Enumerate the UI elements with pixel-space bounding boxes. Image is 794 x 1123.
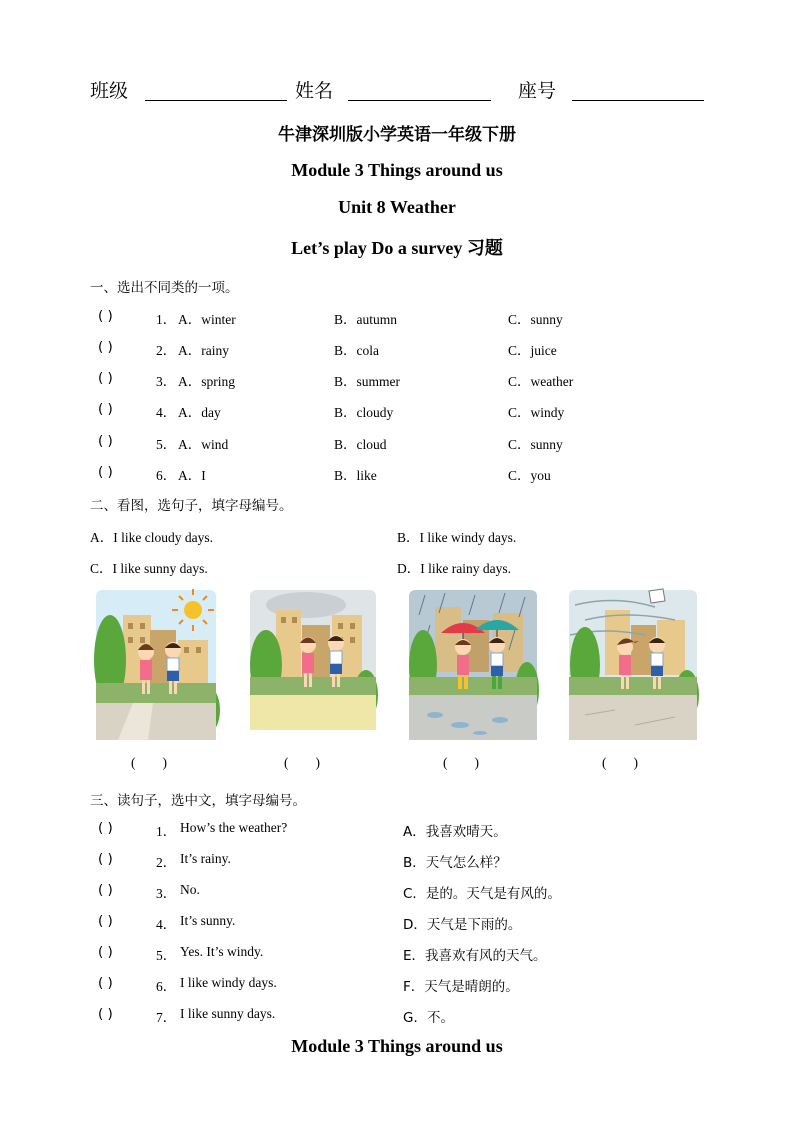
option-a: A．wind [178,437,229,452]
answer-blank[interactable]: ( ) [98,308,113,324]
item-number: 6． [156,979,177,994]
option-c: C．sunny [508,437,563,452]
chinese-option: E．我喜欢有风的天气。 [403,948,547,964]
chinese-option: C．是的。天气是有风的。 [403,886,561,902]
item-number: 5． [156,437,177,452]
chinese-option: B．天气怎么样？ [403,855,507,871]
picture-answer-blank[interactable]: ( ) [602,755,638,770]
answer-blank[interactable]: ( ) [98,1006,113,1022]
answer-blank[interactable]: ( ) [98,464,113,480]
rainy-scene-icon [405,585,539,745]
answer-blank[interactable]: ( ) [98,401,113,417]
list-item [0,401,794,421]
option-c: C．you [508,468,551,483]
sentence-option-a: A．I like cloudy days. [90,530,213,545]
answer-blank[interactable]: ( ) [98,339,113,355]
answer-blank[interactable]: ( ) [98,913,113,929]
sunny-scene-icon [88,585,222,745]
english-sentence: Yes. It’s windy. [180,944,264,959]
sentence-option-d: D．I like rainy days. [397,561,511,576]
book-title: 牛津深圳版小学英语一年级下册 [278,125,516,145]
item-number: 6． [156,468,177,483]
item-number: 1． [156,312,177,327]
seat-field[interactable] [572,100,704,101]
sentence-option-c: C．I like sunny days. [90,561,208,576]
english-sentence: How’s the weather? [180,820,288,835]
option-c: C．weather [508,374,574,389]
name-field[interactable] [348,100,491,101]
unit-title: Unit 8 Weather [338,197,456,217]
item-number: 2． [156,855,177,870]
section1-heading: 一、选出不同类的一项。 [90,280,239,296]
class-field[interactable] [145,100,287,101]
picture-answer-blank[interactable]: ( ) [284,755,320,770]
item-number: 5． [156,948,177,963]
chinese-option: A．我喜欢晴天。 [403,824,507,840]
item-number: 3． [156,374,177,389]
list-item [0,370,794,390]
item-number: 3． [156,886,177,901]
list-item [0,820,794,840]
option-c: C．windy [508,405,565,420]
list-item [0,433,794,453]
option-c: C．sunny [508,312,563,327]
english-sentence: It’s rainy. [180,851,231,866]
option-b: B．autumn [334,312,397,327]
list-item [0,975,794,995]
seat-label: 座号 [518,80,557,102]
chinese-option: G．不。 [403,1010,454,1026]
item-number: 1． [156,824,177,839]
picture-answer-blank[interactable]: ( ) [443,755,479,770]
list-item [0,944,794,964]
section3-heading: 三、读句子，选中文，填字母编号。 [90,793,306,809]
option-a: A．day [178,405,221,420]
answer-blank[interactable]: ( ) [98,975,113,991]
item-number: 4． [156,917,177,932]
option-c: C．juice [508,343,557,358]
answer-blank[interactable]: ( ) [98,820,113,836]
list-item [0,339,794,359]
name-label: 姓名 [295,80,334,102]
class-label: 班级 [90,80,129,102]
option-a: A．I [178,468,206,483]
option-b: B．summer [334,374,400,389]
list-item [0,464,794,484]
section2-heading: 二、看图，选句子，填字母编号。 [90,498,293,514]
answer-blank[interactable]: ( ) [98,851,113,867]
list-item [0,308,794,328]
option-b: B．cola [334,343,379,358]
list-item [0,851,794,871]
answer-blank[interactable]: ( ) [98,433,113,449]
footer-module-title: Module 3 Things around us [291,1036,503,1056]
answer-blank[interactable]: ( ) [98,882,113,898]
cloudy-scene-icon [246,585,380,745]
picture-answer-blank[interactable]: ( ) [131,755,167,770]
item-number: 2． [156,343,177,358]
chinese-option: D．天气是下雨的。 [403,917,522,933]
option-a: A．spring [178,374,235,389]
list-item [0,882,794,902]
answer-blank[interactable]: ( ) [98,370,113,386]
list-item [0,913,794,933]
sentence-option-b: B．I like windy days. [397,530,517,545]
english-sentence: I like windy days. [180,975,277,990]
module-title: Module 3 Things around us [291,160,503,180]
option-a: A．winter [178,312,236,327]
windy-scene-icon [565,585,699,745]
chinese-option: F．天气是晴朗的。 [403,979,519,995]
option-b: B．cloud [334,437,387,452]
list-item [0,1006,794,1026]
option-a: A．rainy [178,343,229,358]
item-number: 7． [156,1010,177,1025]
answer-blank[interactable]: ( ) [98,944,113,960]
lesson-title: Let’s play Do a survey 习题 [291,238,503,258]
english-sentence: No. [180,882,200,897]
english-sentence: I like sunny days. [180,1006,276,1021]
item-number: 4． [156,405,177,420]
english-sentence: It’s sunny. [180,913,236,928]
option-b: B．like [334,468,377,483]
option-b: B．cloudy [334,405,394,420]
